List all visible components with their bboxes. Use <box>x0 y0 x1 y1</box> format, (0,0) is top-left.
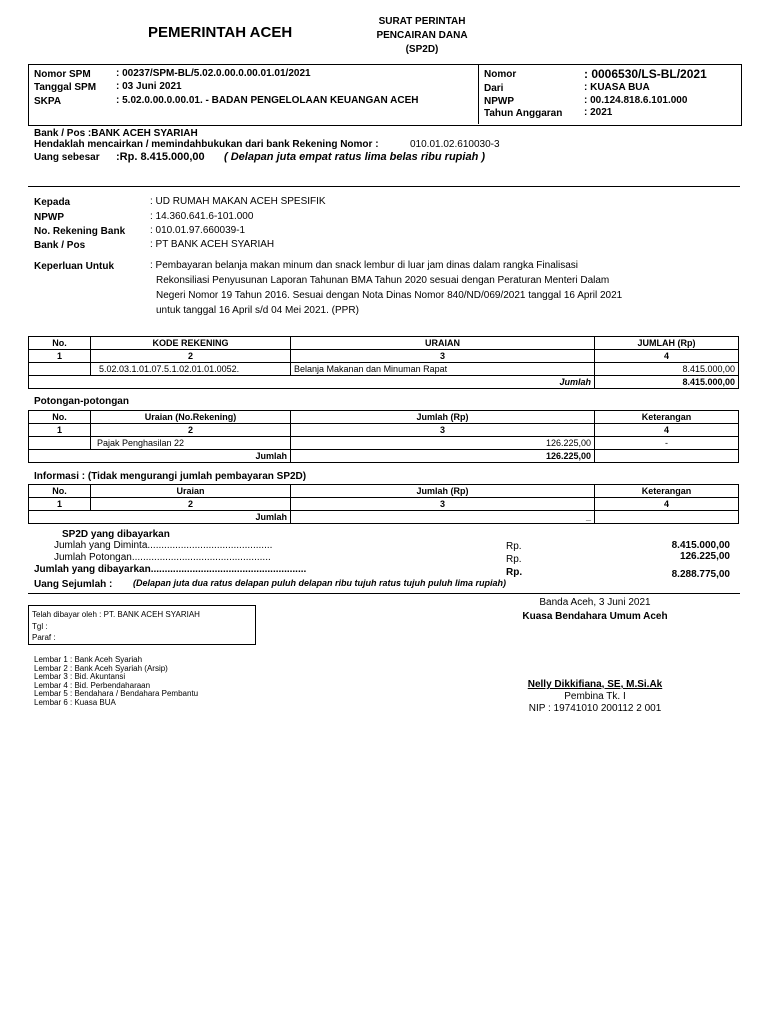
pot-total-value: 126.225,00 <box>291 450 595 463</box>
col-num-1: 1 <box>29 350 91 363</box>
tanggal-spm-label: Tanggal SPM <box>34 82 97 93</box>
rekening-penerima-label: No. Rekening Bank <box>34 226 126 237</box>
signer-name: Nelly Dikkifiana, SE, M.Si.Ak <box>527 679 663 690</box>
signer-nip: NIP : 19741010 200112 2 001 <box>528 703 662 714</box>
pot-th-uraian: Uraian (No.Rekening) <box>91 411 291 424</box>
uang-sejumlah-terbilang: (Delapan juta dua ratus delapan puluh delapan ribu tujuh ratus tujuh puluh lima rupiah) <box>133 578 507 588</box>
total-label: Jumlah <box>29 376 595 389</box>
th-kode-rekening: KODE REKENING <box>91 337 291 350</box>
jumlah-diminta-rp: Rp. <box>506 541 522 552</box>
pot-th-jumlah: Jumlah (Rp) <box>291 411 595 424</box>
potongan-title: Potongan-potongan <box>34 396 129 407</box>
lembar-list <box>34 656 198 708</box>
npwp-value: : 00.124.818.6.101.000 <box>584 95 688 106</box>
pot-keterangan-cell: - <box>595 437 739 450</box>
skpa-value: : 5.02.0.00.0.00.01. - BADAN PENGELOLAAN KEUANGAN ACEH <box>116 95 419 106</box>
nomor-spm-value: : 00237/SPM-BL/5.02.0.00.0.00.01.01/2021 <box>116 68 311 79</box>
pot-th-no: No. <box>29 411 91 424</box>
uraian-cell: Belanja Makanan dan Minuman Rapat <box>291 363 595 376</box>
pot-num-2: 2 <box>91 424 291 437</box>
pot-th-keterangan: Keterangan <box>595 411 739 424</box>
pot-num-1: 1 <box>29 424 91 437</box>
jumlah-diminta-label: Jumlah yang Diminta............................................. <box>54 540 273 551</box>
jumlah-dibayarkan-rp: Rp. <box>506 567 523 578</box>
info-num-1: 1 <box>29 498 91 511</box>
doc-title-line2: PENCAIRAN DANA <box>376 30 468 41</box>
th-no: No. <box>29 337 91 350</box>
info-th-no: No. <box>29 485 91 498</box>
keperluan-line2: Rekonsiliasi Penyusunan Laporan Tahunan BMA Tahun 2020 sesuai dengan Peraturan Menteri Dalam <box>156 275 610 286</box>
list-item: Lembar 3 : Bid. Akuntansi <box>34 672 126 682</box>
col-num-3: 3 <box>291 350 595 363</box>
kepada-label: Kepada <box>34 197 71 208</box>
uang-sebesar-label: Uang sebesar <box>34 152 100 163</box>
jumlah-potongan-label: Jumlah Potongan.................................................. <box>54 552 271 563</box>
keperluan-line3: Negeri Nomor 19 Tahun 2016. Sesuai dengan Nota Dinas Nomor 840/ND/069/2021 tanggal 16 April 2021 <box>156 290 623 301</box>
bank-penerima-label: Bank / Pos <box>34 240 86 251</box>
pot-num-4: 4 <box>595 424 739 437</box>
tahun-anggaran-value: : 2021 <box>584 107 613 118</box>
info-th-keterangan: Keterangan <box>595 485 739 498</box>
npwp-penerima-label: NPWP <box>34 212 64 223</box>
nomor-spm-label: Nomor SPM <box>34 69 91 80</box>
paraf-field: Paraf : <box>32 633 56 642</box>
informasi-title: Informasi : (Tidak mengurangi jumlah pembayaran SP2D) <box>34 471 307 482</box>
list-item: Lembar 2 : Bank Aceh Syariah (Arsip) <box>34 663 168 673</box>
dari-value: : KUASA BUA <box>584 82 650 93</box>
sp2d-dibayarkan-title: SP2D yang dibayarkan <box>62 529 170 540</box>
pot-num-3: 3 <box>291 424 595 437</box>
info-num-3: 3 <box>291 498 595 511</box>
info-th-uraian: Uraian <box>91 485 291 498</box>
bank-penerima-value: : PT BANK ACEH SYARIAH <box>150 239 275 250</box>
divider <box>28 186 740 187</box>
jumlah-potongan-value: 126.225,00 <box>679 551 730 562</box>
dibayar-oleh: Telah dibayar oleh : PT. BANK ACEH SYARIAH <box>32 610 200 619</box>
list-item: Lembar 5 : Bendahara / Bendahara Pembantu <box>34 689 199 699</box>
signer-role: Kuasa Bendahara Umum Aceh <box>522 611 668 622</box>
pot-uraian-cell: Pajak Penghasilan 22 <box>91 437 291 450</box>
signer-rank: Pembina Tk. I <box>564 691 626 702</box>
th-jumlah: JUMLAH (Rp) <box>595 337 739 350</box>
info-num-4: 4 <box>595 498 739 511</box>
info-num-2: 2 <box>91 498 291 511</box>
doc-title-line1: SURAT PERINTAH <box>378 16 466 27</box>
bank-pos-line: Bank / Pos :BANK ACEH SYARIAH <box>34 128 198 139</box>
kepada-value: : UD RUMAH MAKAN ACEH SPESIFIK <box>150 196 326 207</box>
rekening-asal: 010.01.02.610030-3 <box>410 139 500 150</box>
jumlah-dibayarkan-value: 8.288.775,00 <box>671 569 730 580</box>
hendaklah-text: Hendaklah mencairkan / memindahbukukan dari bank Rekening Nomor : <box>34 139 379 150</box>
total-value: 8.415.000,00 <box>595 376 739 389</box>
list-item: Lembar 4 : Bid. Perbendaharaan <box>34 680 151 690</box>
kode-rekening-cell: 5.02.03.1.01.07.5.1.02.01.01.0052. <box>91 363 291 376</box>
rekening-table <box>28 336 739 389</box>
table-row <box>29 363 739 376</box>
tgl-field: Tgl : <box>32 622 48 631</box>
skpa-label: SKPA <box>34 96 62 107</box>
informasi-table <box>28 484 739 524</box>
doc-title-line3: (SP2D) <box>405 44 439 55</box>
org-title: PEMERINTAH ACEH <box>148 24 293 41</box>
tanggal-spm-value: : 03 Juni 2021 <box>116 81 182 92</box>
keperluan-line4: untuk tanggal 16 April s/d 04 Mei 2021. (PPR) <box>156 305 359 316</box>
jumlah-dibayarkan-label: Jumlah yang dibayarkan........................................................ <box>34 564 307 575</box>
info-total-value: _ <box>291 511 595 524</box>
uang-terbilang: ( Delapan juta empat ratus lima belas ribu rupiah ) <box>224 151 486 163</box>
jumlah-cell: 8.415.000,00 <box>595 363 739 376</box>
place-date: Banda Aceh, 3 Juni 2021 <box>539 597 651 608</box>
col-num-4: 4 <box>595 350 739 363</box>
table-row <box>29 437 739 450</box>
jumlah-potongan-rp: Rp. <box>506 554 522 565</box>
col-num-2: 2 <box>91 350 291 363</box>
npwp-penerima-value: : 14.360.641.6-101.000 <box>150 211 254 222</box>
tahun-anggaran-label: Tahun Anggaran <box>484 108 563 119</box>
th-uraian: URAIAN <box>291 337 595 350</box>
rekening-penerima-value: : 010.01.97.660039-1 <box>150 225 246 236</box>
keperluan-label: Keperluan Untuk <box>34 261 115 272</box>
dari-label: Dari <box>484 83 504 94</box>
list-item: Lembar 1 : Bank Aceh Syariah <box>34 655 143 664</box>
pot-jumlah-cell: 126.225,00 <box>291 437 595 450</box>
keperluan-line1: : Pembayaran belanja makan minum dan snack lembur di luar jam dinas dalam rangka Finalisasi <box>150 260 578 271</box>
uang-sejumlah-label: Uang Sejumlah : <box>34 579 113 590</box>
pot-total-label: Jumlah <box>91 450 291 463</box>
info-total-label: Jumlah <box>91 511 291 524</box>
npwp-label: NPWP <box>484 96 514 107</box>
nomor-label: Nomor <box>484 69 517 80</box>
divider <box>28 593 740 594</box>
nomor-value: : 0006530/LS-BL/2021 <box>584 67 707 81</box>
uang-sebesar-value: :Rp. 8.415.000,00 <box>116 151 205 163</box>
jumlah-diminta-value: 8.415.000,00 <box>671 540 730 551</box>
info-th-jumlah: Jumlah (Rp) <box>291 485 595 498</box>
list-item: Lembar 6 : Kuasa BUA <box>34 697 116 707</box>
potongan-table <box>28 410 739 463</box>
